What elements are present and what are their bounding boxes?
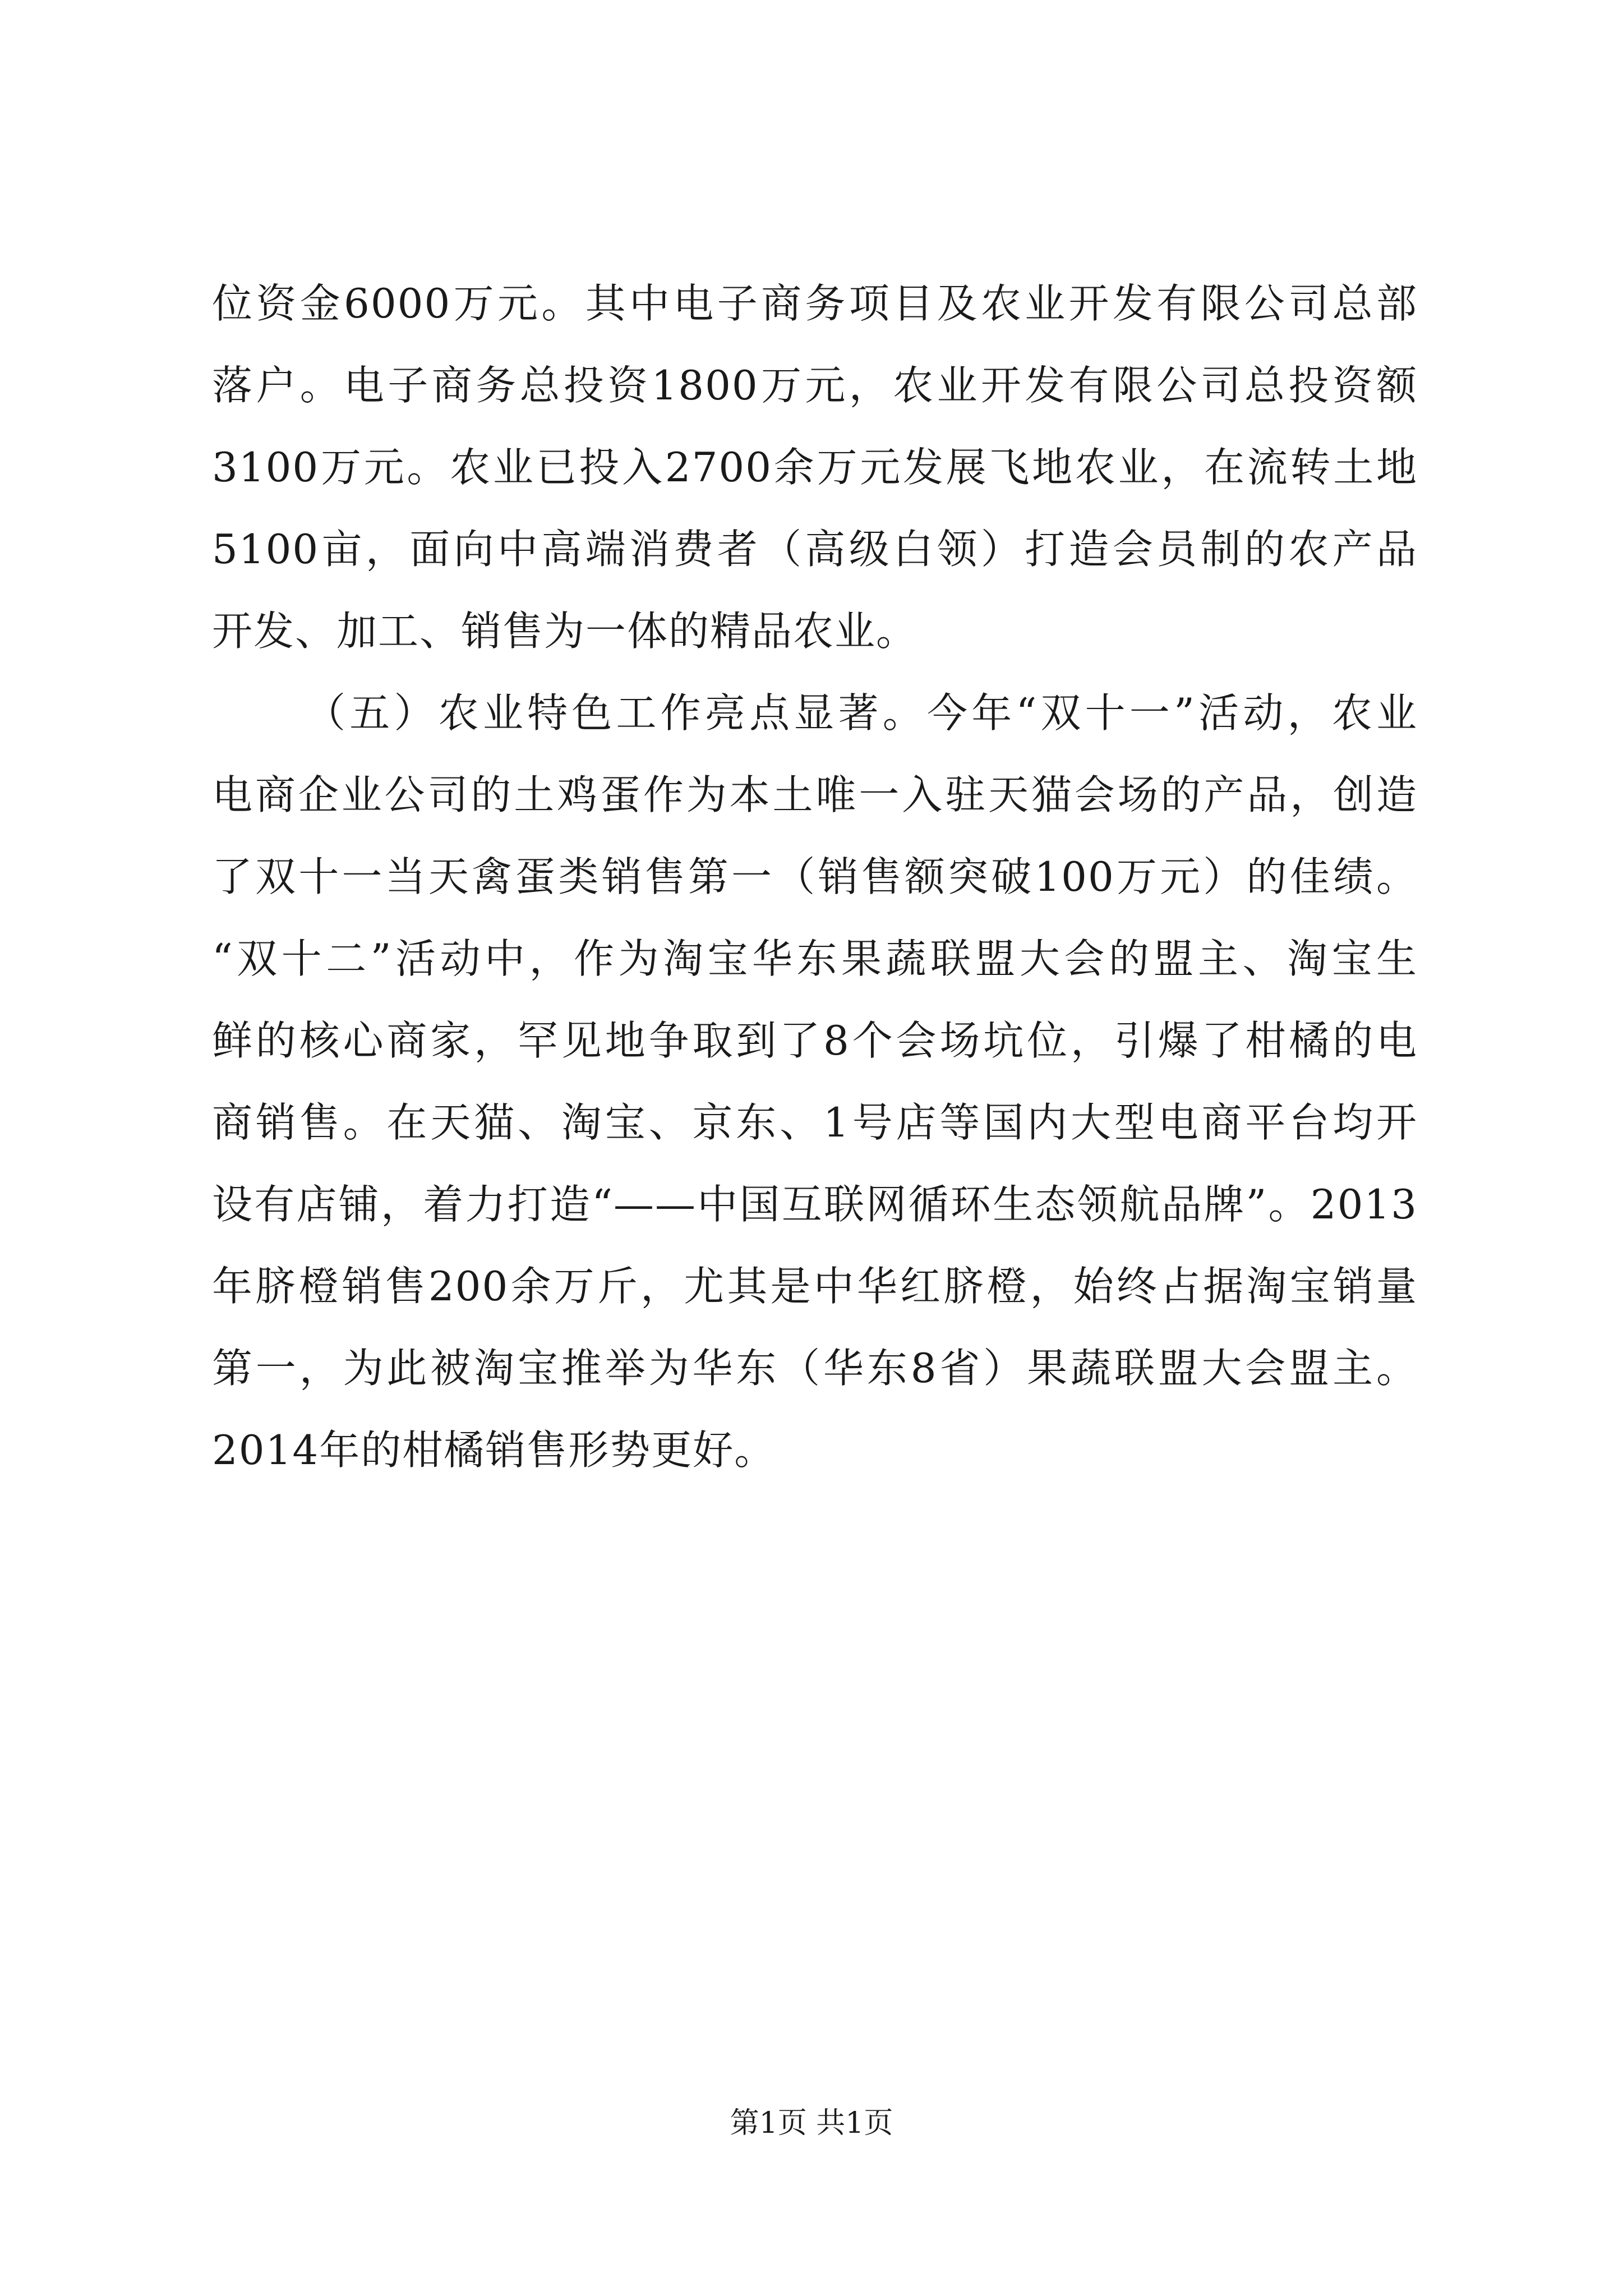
text-line: 第一，为此被淘宝推举为华东（华东8省）果蔬联盟大会盟主。: [212, 1345, 1418, 1392]
text-line: 电商企业公司的土鸡蛋作为本土唯一入驻天猫会场的产品，创造: [212, 771, 1418, 818]
text-line: 3100万元。农业已投入2700余万元发展飞地农业，在流转土地: [212, 444, 1418, 491]
text-line: 2014年的柑橘销售形势更好。: [212, 1427, 776, 1474]
text-line: 落户。电子商务总投资1800万元，农业开发有限公司总投资额: [212, 362, 1418, 409]
text-line: 鲜的核心商家，罕见地争取到了8个会场坑位，引爆了柑橘的电: [212, 1017, 1418, 1064]
body-text: [212, 263, 1418, 1491]
page-footer: 第1页 共1页: [730, 2106, 893, 2140]
text-line: 了双十一当天禽蛋类销售第一（销售额突破100万元）的佳绩。: [212, 853, 1418, 900]
text-line: “双十二”活动中，作为淘宝华东果蔬联盟大会的盟主、淘宝生: [212, 935, 1418, 982]
text-line: 开发、加工、销售为一体的精品农业。: [212, 608, 918, 655]
text-line: 年脐橙销售200余万斤，尤其是中华红脐橙，始终占据淘宝销量: [212, 1263, 1418, 1310]
text-line: 位资金6000万元。其中电子商务项目及农业开发有限公司总部: [212, 280, 1418, 327]
text-line: 设有店铺，着力打造“——中国互联网循环生态领航品牌”。2013: [212, 1181, 1418, 1228]
paragraph-heading-line: （五）农业特色工作亮点显著。今年“双十一”活动，农业: [305, 689, 1418, 737]
text-line: 商销售。在天猫、淘宝、京东、1号店等国内大型电商平台均开: [212, 1099, 1418, 1146]
text-line: 5100亩，面向中高端消费者（高级白领）打造会员制的农产品: [212, 526, 1418, 573]
